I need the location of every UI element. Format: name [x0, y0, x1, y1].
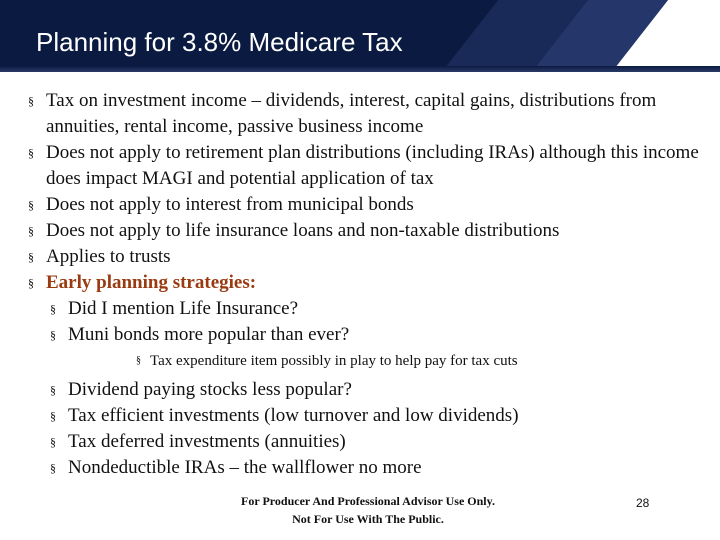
- bullet-marker: §: [28, 276, 34, 290]
- sub-bullet-text: Tax deferred investments (annuities): [68, 431, 346, 452]
- title-banner: [0, 0, 720, 72]
- bullet-item: [28, 218, 708, 244]
- bullet-marker: §: [50, 383, 56, 397]
- bullet-marker: §: [50, 328, 56, 342]
- bullet-item-strategies: [28, 270, 708, 296]
- sub-bullet-item: [28, 455, 708, 481]
- sub-bullet-text: Dividend paying stocks less popular?: [68, 379, 352, 400]
- bullet-text: Does not apply to interest from municipal bonds: [46, 194, 414, 215]
- bullet-marker: §: [50, 302, 56, 316]
- bullet-marker: §: [28, 224, 34, 238]
- bullet-item: [28, 140, 708, 192]
- sub-bullet-text: Tax efficient investments (low turnover and low dividends): [68, 405, 519, 426]
- banner-underline: [0, 66, 720, 72]
- bullet-text: Does not apply to retirement plan distributions (including IRAs) although this income does impact MAGI and potential application of tax: [46, 142, 699, 189]
- bullet-marker: §: [50, 435, 56, 449]
- sub-bullet-text: Did I mention Life Insurance?: [68, 298, 299, 319]
- bullet-item: [28, 192, 708, 218]
- bullet-marker: §: [28, 250, 34, 264]
- sub-sub-bullet-text: Tax expenditure item possibly in play to help pay for tax cuts: [150, 353, 518, 369]
- bullet-item: [28, 244, 708, 270]
- bullet-marker: §: [28, 146, 34, 160]
- sub-bullet-item: [28, 322, 708, 348]
- bullet-marker: §: [136, 355, 141, 366]
- bullet-marker: §: [28, 198, 34, 212]
- sub-bullet-text: Nondeductible IRAs – the wallflower no more: [68, 457, 422, 478]
- bullet-text: Does not apply to life insurance loans and non-taxable distributions: [46, 220, 560, 241]
- sub-bullet-item: [28, 377, 708, 403]
- bullet-marker: §: [50, 461, 56, 475]
- sub-bullet-item: [28, 429, 708, 455]
- footer-line: Not For Use With The Public.: [292, 512, 444, 526]
- bullet-marker: §: [28, 94, 34, 108]
- bullet-text: Tax on investment income – dividends, interest, capital gains, distributions from annuities, rental income, passive business income: [46, 90, 657, 137]
- sub-bullet-text: Muni bonds more popular than ever?: [68, 324, 350, 345]
- sub-bullet-item: [28, 403, 708, 429]
- sub-bullet-item: [28, 296, 708, 322]
- bullet-marker: §: [50, 409, 56, 423]
- page-number: 28: [636, 496, 650, 510]
- footer-disclaimer: [216, 492, 520, 528]
- sub-sub-bullet-item: [28, 351, 708, 371]
- bullet-item: [28, 88, 708, 140]
- bullet-list: [28, 88, 708, 481]
- slide-title: Planning for 3.8% Medicare Tax: [36, 27, 403, 57]
- footer-line: For Producer And Professional Advisor Use Only.: [241, 494, 495, 508]
- bullet-text: Applies to trusts: [46, 246, 171, 267]
- strategies-heading: Early planning strategies:: [46, 272, 257, 293]
